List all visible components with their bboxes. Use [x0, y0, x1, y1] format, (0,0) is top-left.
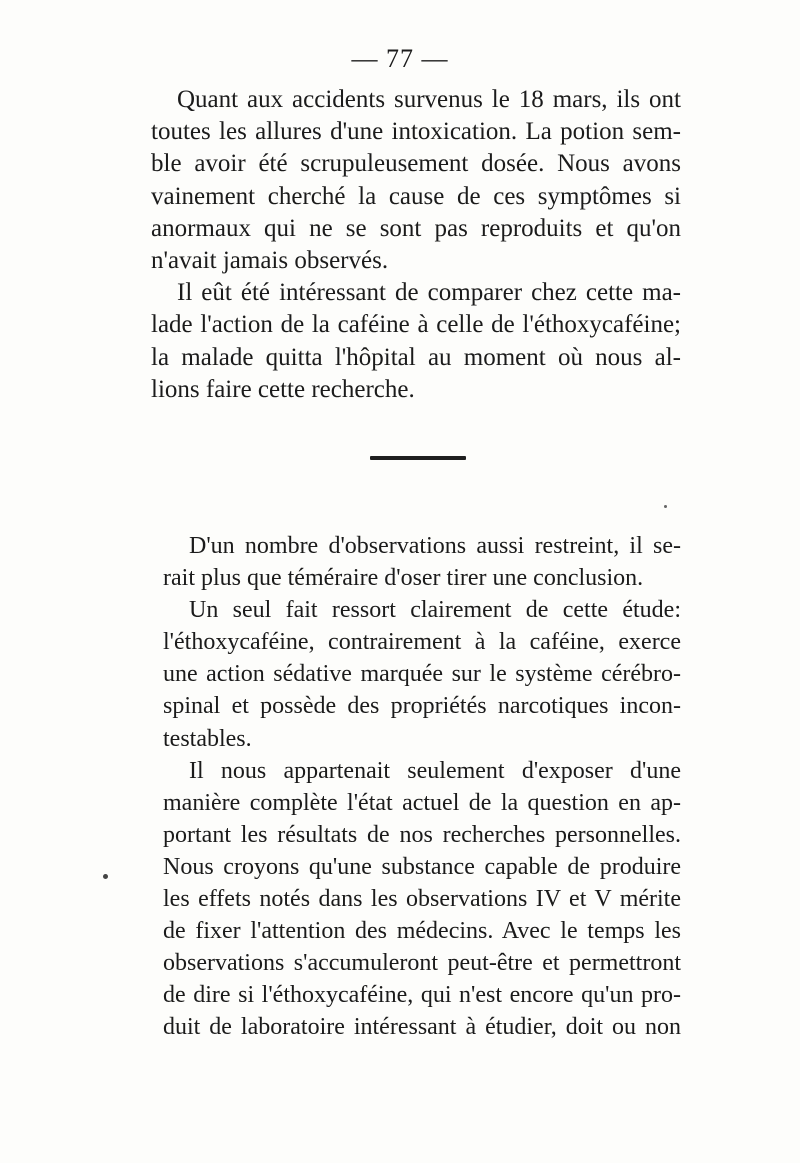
text-line: lade l'action de la caféine à celle de l'éthoxycaféine;: [151, 311, 681, 339]
text-line: testables.: [163, 725, 252, 752]
text-line: manière complète l'état actuel de la question en ap-: [163, 789, 681, 816]
text-line: de dire si l'éthoxycaféine, qui n'est encore qu'un pro-: [163, 982, 681, 1009]
margin-dot: [103, 874, 108, 879]
text-line: spinal et possède des propriétés narcotiques incon-: [163, 693, 681, 720]
text-line: D'un nombre d'observations aussi restreint, il se-: [189, 533, 681, 559]
text-line: duit de laboratoire intéressant à étudier, doit ou non: [163, 1014, 681, 1041]
section-separator: [370, 456, 466, 460]
text-line: une action sédative marquée sur le système cérébro-: [163, 661, 681, 688]
text-line: Quant aux accidents survenus le 18 mars, ils ont: [177, 86, 681, 113]
text-line: rait plus que téméraire d'oser tirer une conclusion.: [163, 565, 644, 592]
text-line: l'éthoxycaféine, contrairement à la caféine, exerce: [163, 629, 681, 656]
text-line: anormaux qui ne se sont pas reproduits et qu'on: [151, 214, 681, 242]
text-block-top: [151, 84, 681, 406]
text-line: Il nous appartenait seulement d'exposer d'une: [189, 757, 681, 784]
text-block-bottom: [163, 530, 681, 1044]
text-line: Nous croyons qu'une substance capable de produire: [163, 853, 681, 880]
text-line: les effets notés dans les observations IV et V mérite: [163, 886, 681, 913]
text-line: n'avait jamais observés.: [151, 246, 389, 274]
text-line: vainement cherché la cause de ces symptômes si: [151, 182, 681, 210]
text-line: portant les résultats de nos recherches personnelles.: [163, 821, 681, 848]
text-line: de fixer l'attention des médecins. Avec le temps les: [163, 918, 681, 945]
text-line: lions faire cette recherche.: [151, 375, 415, 403]
text-line: ble avoir été scrupuleusement dosée. Nous avons: [151, 150, 681, 178]
text-line: observations s'accumuleront peut-être et permettront: [163, 950, 681, 977]
text-line: Un seul fait ressort clairement de cette étude:: [189, 597, 681, 624]
page-number: — 77 —: [351, 44, 449, 73]
text-line: la malade quitta l'hôpital au moment où nous al-: [151, 343, 681, 371]
paper-speck: [664, 505, 667, 508]
text-line: toutes les allures d'une intoxication. La potion sem-: [151, 118, 681, 146]
text-line: Il eût été intéressant de comparer chez cette ma-: [177, 279, 681, 307]
